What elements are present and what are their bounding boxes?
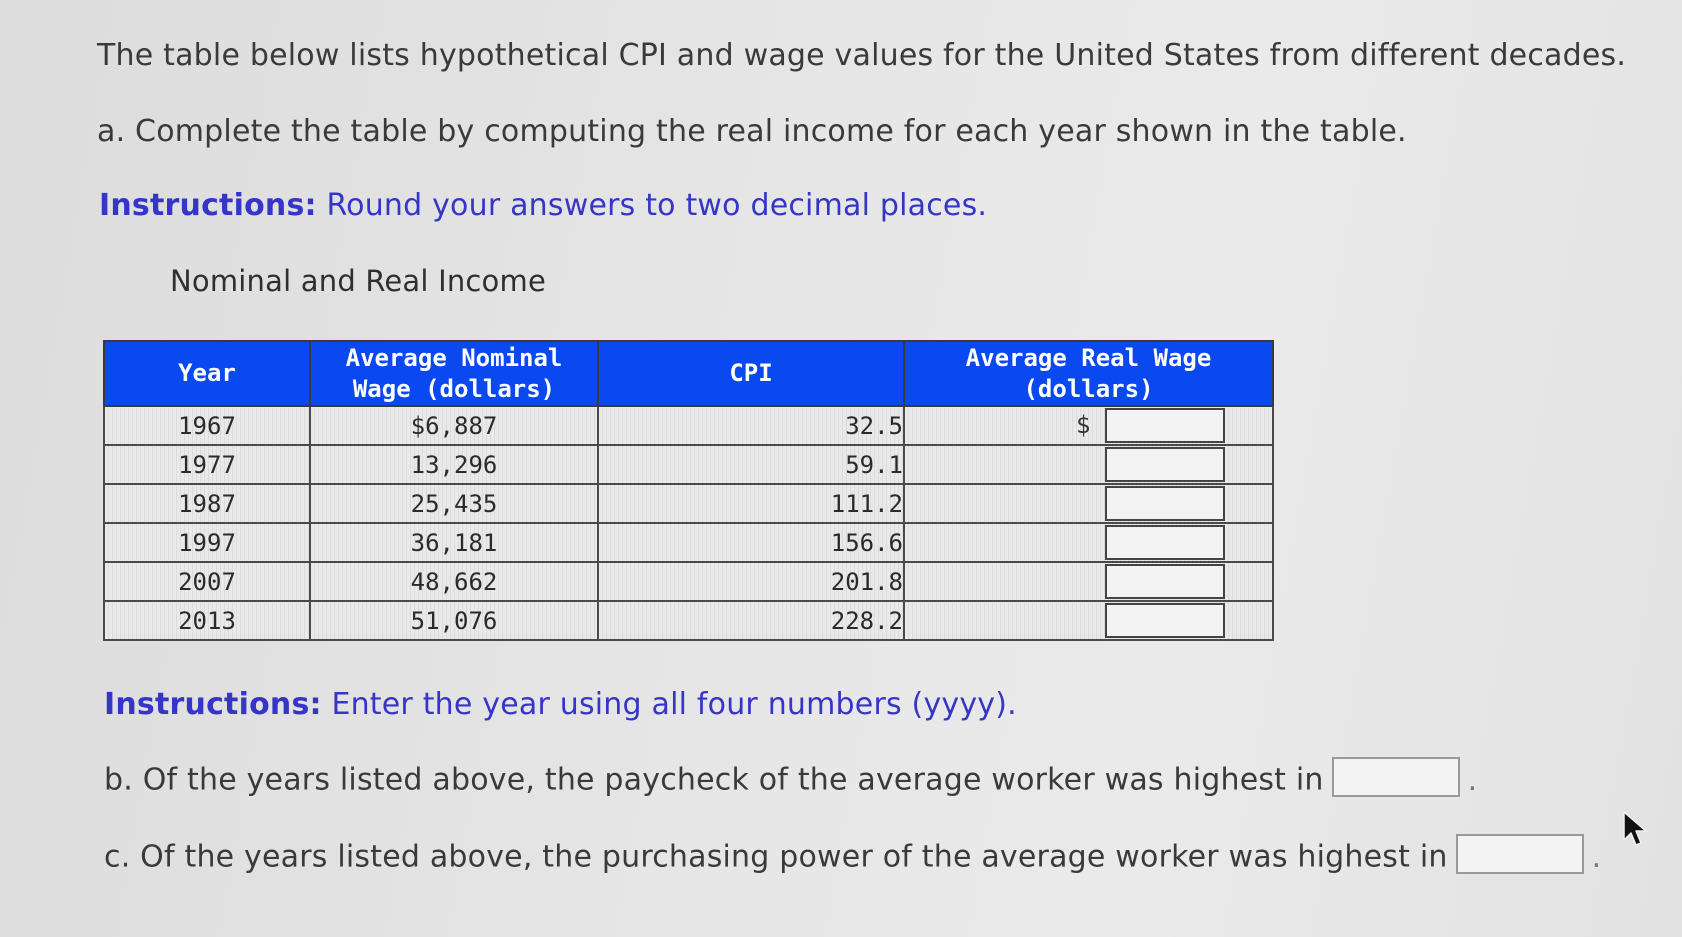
part-b-answer-input[interactable] (1332, 757, 1460, 797)
part-b-text: b. Of the years listed above, the paycheck of the average worker was highest in (104, 762, 1324, 798)
income-table (103, 340, 1274, 641)
part-c-answer-input[interactable] (1456, 834, 1584, 874)
table-caption: Nominal and Real Income (170, 264, 546, 298)
cell-real-wage (904, 601, 1273, 640)
cell-year: 1997 (104, 523, 310, 562)
instructions-a (99, 188, 987, 223)
question-intro: The table below lists hypothetical CPI and wage values for the United States from different decades. (97, 38, 1627, 73)
real-wage-input-1967[interactable] (1105, 408, 1225, 443)
cell-cpi: 201.8 (598, 562, 904, 601)
cell-year: 1987 (104, 484, 310, 523)
header-nominal-line2: Wage (dollars) (352, 374, 556, 403)
cell-nominal-wage: 13,296 (310, 445, 598, 484)
table-row (104, 601, 1273, 640)
header-nominal-wage (310, 341, 598, 406)
cell-nominal-wage: 48,662 (310, 562, 598, 601)
cell-real-wage (904, 523, 1273, 562)
instructions-b-label: Instructions: (104, 687, 322, 722)
currency-symbol: $ (1076, 411, 1091, 439)
part-c-period: . (1591, 839, 1602, 875)
cell-year: 2013 (104, 601, 310, 640)
cell-real-wage (904, 562, 1273, 601)
real-wage-input-2007[interactable] (1105, 564, 1225, 599)
instructions-a-label: Instructions: (99, 188, 317, 223)
table-row (104, 445, 1273, 484)
instructions-a-text: Round your answers to two decimal places. (316, 188, 988, 223)
cell-nominal-wage: 36,181 (310, 523, 598, 562)
cell-real-wage (904, 445, 1273, 484)
cell-year: 1967 (104, 406, 310, 445)
real-wage-input-1987[interactable] (1105, 486, 1225, 521)
part-b-prompt (104, 761, 1477, 801)
cell-year: 2007 (104, 562, 310, 601)
table-header-row (104, 341, 1273, 406)
cell-year: 1977 (104, 445, 310, 484)
part-c-text: c. Of the years listed above, the purchasing power of the average worker was highest in (104, 839, 1448, 875)
table-row (104, 484, 1273, 523)
table-row (104, 562, 1273, 601)
real-wage-input-1997[interactable] (1105, 525, 1225, 560)
cell-nominal-wage: 51,076 (310, 601, 598, 640)
cell-nominal-wage: $6,887 (310, 406, 598, 445)
part-b-period: . (1467, 762, 1478, 798)
header-cpi: CPI (598, 341, 904, 406)
header-real-line2: (dollars) (1023, 374, 1154, 403)
cell-real-wage (904, 484, 1273, 523)
real-wage-input-1977[interactable] (1105, 447, 1225, 482)
instructions-b-text: Enter the year using all four numbers (yyyy). (321, 687, 1017, 722)
cell-real-wage (904, 406, 1273, 445)
cell-nominal-wage: 25,435 (310, 484, 598, 523)
header-year: Year (104, 341, 310, 406)
header-real-wage (904, 341, 1273, 406)
cell-cpi: 228.2 (598, 601, 904, 640)
cell-cpi: 59.1 (598, 445, 904, 484)
header-real-line1: Average Real Wage (965, 343, 1212, 372)
instructions-b (104, 687, 1017, 722)
table-row (104, 523, 1273, 562)
mouse-pointer-icon (1622, 810, 1648, 852)
cell-cpi: 156.6 (598, 523, 904, 562)
cell-cpi: 111.2 (598, 484, 904, 523)
part-a-prompt: a. Complete the table by computing the real income for each year shown in the table. (97, 114, 1407, 149)
cell-cpi: 32.5 (598, 406, 904, 445)
real-wage-input-2013[interactable] (1105, 603, 1225, 638)
part-c-prompt (104, 838, 1601, 878)
header-nominal-line1: Average Nominal (345, 343, 563, 372)
table-row (104, 406, 1273, 445)
